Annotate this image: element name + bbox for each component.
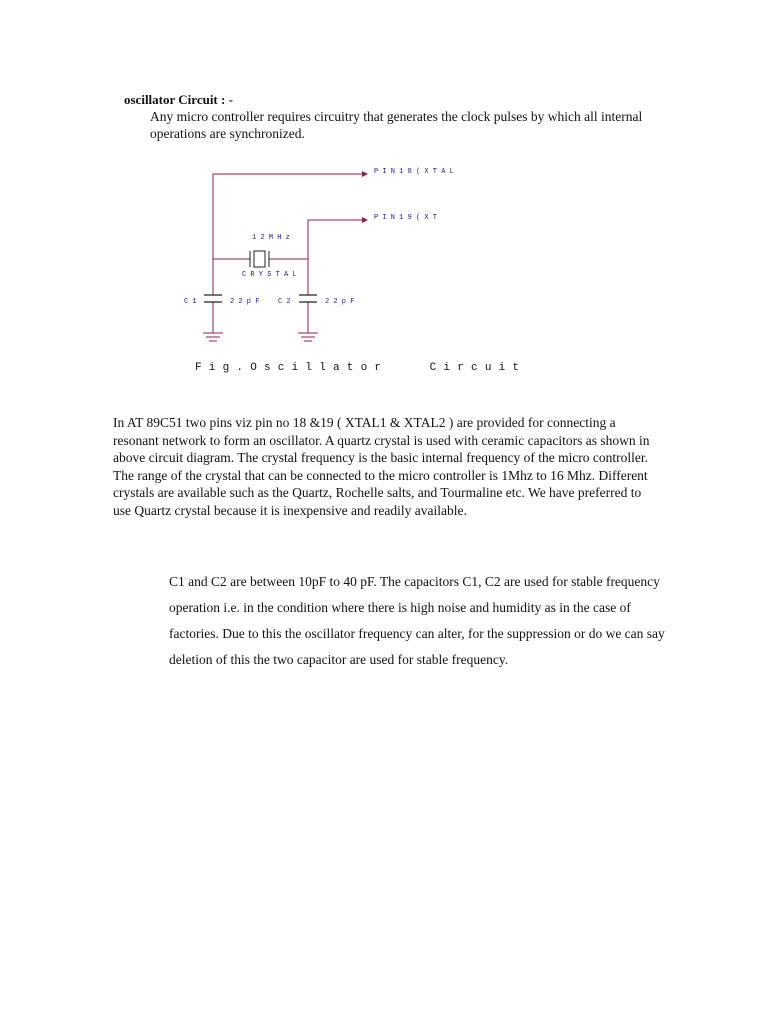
crystal-label: C R Y S T A L xyxy=(242,271,297,279)
capacitor-c1-symbol xyxy=(204,295,222,302)
c1-label: C 1 xyxy=(184,298,197,306)
c2-value-label: 2 2 p F xyxy=(325,298,355,306)
section-heading: oscillator Circuit : - xyxy=(124,92,233,107)
pin-xtal1-label: P I N 1 8 ( X T A L xyxy=(374,168,454,176)
figure-caption: Fig.Oscillator Circuit xyxy=(195,362,527,374)
pin-xtal2-label: P I N 1 9 ( X T xyxy=(374,214,438,222)
ground-c2-icon xyxy=(298,333,318,341)
circuit-wires xyxy=(213,174,362,333)
arrow-xtal2 xyxy=(362,217,368,223)
crystal-symbol xyxy=(250,251,269,267)
body-paragraph-xtal: In AT 89C51 two pins viz pin no 18 &19 ( XTAL1 & XTAL2 ) are provided for connecting a resonant network to form an oscillator. A quartz crystal is used with ceramic capacitors as shown in above circuit diagram. The crystal frequency is the basic internal frequency of the micro controller. The range of the crystal that can be connected to the micro controller is 1Mhz to 16 Mhz. Different crystals are available such as the Quartz, Rochelle salts, and Tourmaline etc. We have preferred to use Quartz crystal because it is inexpensive and readily available. xyxy=(113,415,650,518)
c1-value-label: 2 2 p F xyxy=(230,298,260,306)
oscillator-circuit-diagram xyxy=(170,155,490,355)
arrow-xtal1 xyxy=(362,171,368,177)
c2-label: C 2 xyxy=(278,298,291,306)
ground-c1-icon xyxy=(203,333,223,341)
body-paragraph-capacitors: C1 and C2 are between 10pF to 40 pF. The capacitors C1, C2 are used for stable frequency operation i.e. in the condition where there is high noise and humidity as in the case of factories. Due to this the oscillator frequency can alter, for the suppression or do we can say deletion of this the two capacitor are used for stable frequency. xyxy=(169,574,665,667)
intro-text: Any micro controller requires circuitry that generates the clock pulses by which all internal operations are synchronized. xyxy=(150,109,643,141)
crystal-frequency-label: 1 2 M H z xyxy=(252,234,290,242)
capacitor-c2-symbol xyxy=(299,295,317,302)
